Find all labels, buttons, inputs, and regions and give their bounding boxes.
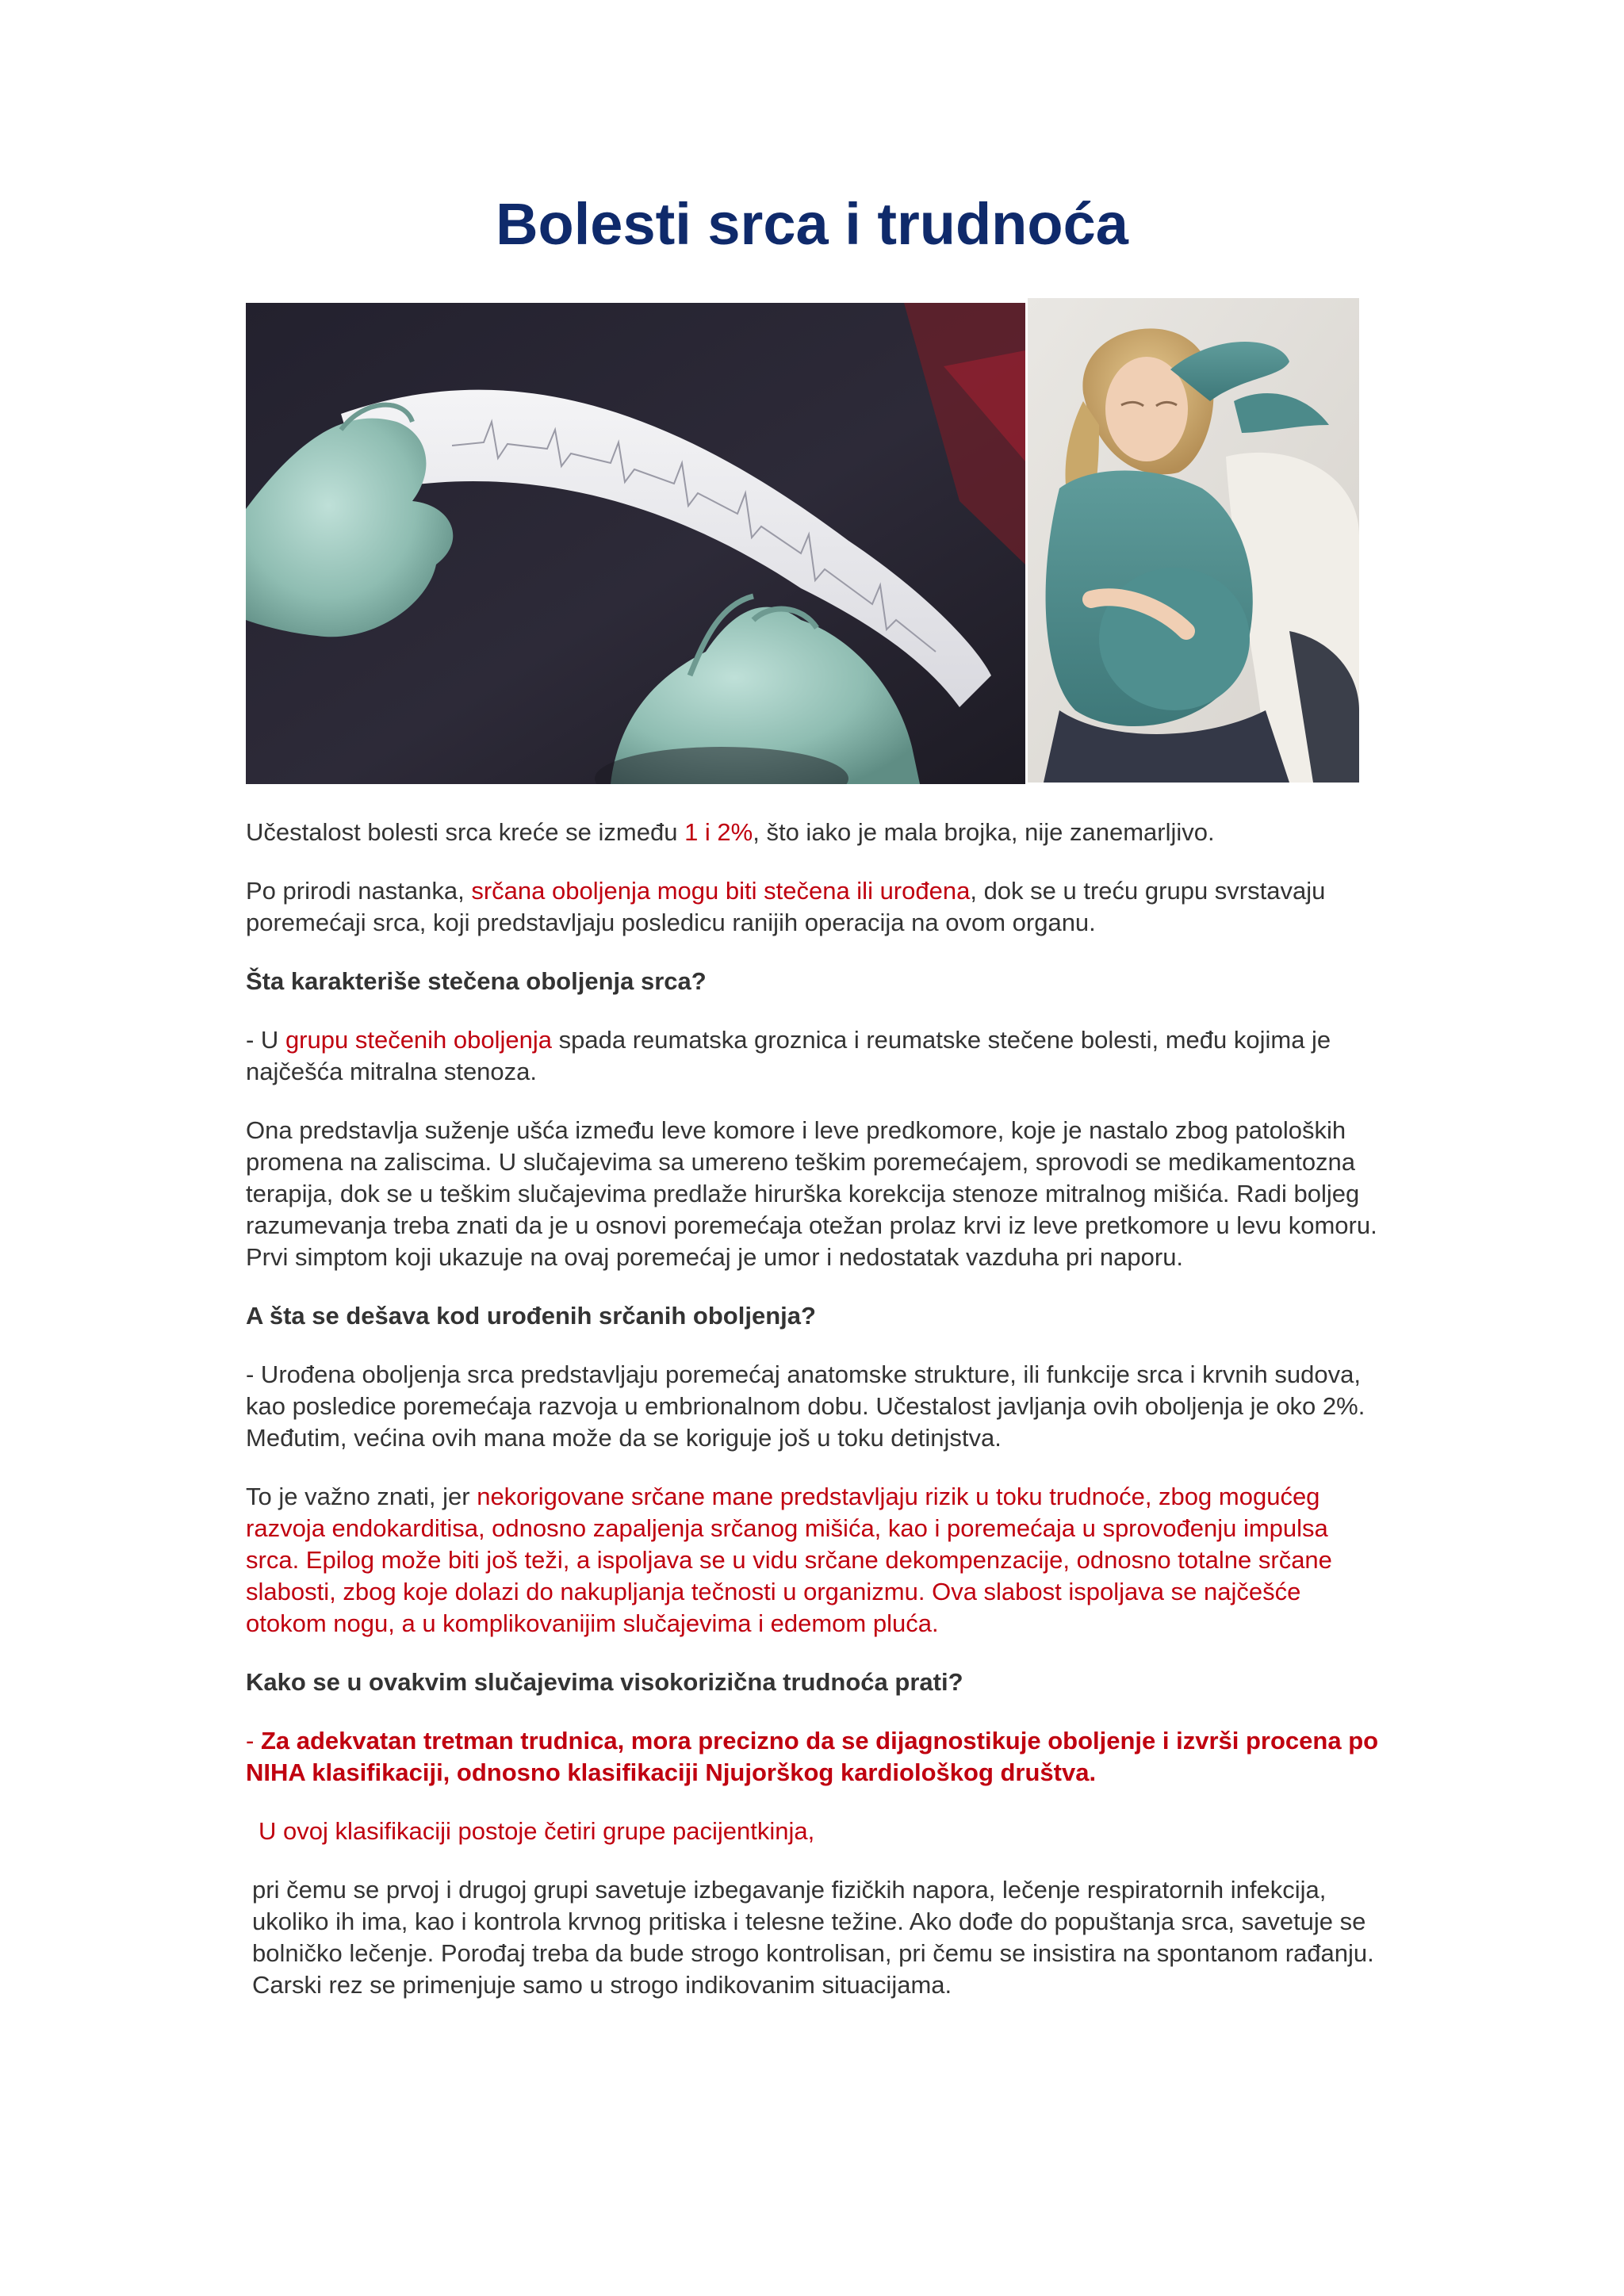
highlight-treatment: Za adekvatan tretman trudnica, mora precizno da se dijagnostikuje oboljenje i izvrši procena po NIHA klasifikaciji, odnosno klasifikaciji Njujorškog kardiološkog društva. bbox=[246, 1727, 1379, 1786]
article-body bbox=[246, 817, 1388, 2028]
highlight-origin: srčana oboljenja mogu biti stečena ili urođena bbox=[471, 877, 971, 905]
pregnant-woman-image bbox=[1028, 298, 1359, 783]
paragraph-congenital: - Urođena oboljenja srca predstavljaju poremećaj anatomske strukture, ili funkcije srca i krvnih sudova, kao posledice poremećaja razvoja u embrionalnom dobu. Učestalost javljanja ovih oboljenja je oko 2%. Međutim, većina ovih mana može da se koriguje još u toku detinjstva. bbox=[246, 1360, 1365, 1452]
paragraph-incidence: Učestalost bolesti srca kreće se između 1 i 2%, što iako je mala brojka, nije zanemarljivo. bbox=[246, 818, 1215, 846]
heading-monitoring: Kako se u ovakvim slučajevima visokorizična trudnoća prati? bbox=[246, 1668, 963, 1696]
paragraph-recommendations: pri čemu se prvoj i drugoj grupi savetuje izbegavanje fizičkih napora, lečenje respiratornih infekcija, ukoliko ih ima, kao i kontrola krvnog pritiska i telesne težine. Ako dođe do popuštanja srca, savetuje se bolničko lečenje. Porođaj treba da bude strogo kontrolisan, pri čemu se insistira na spontanom rađanju. Carski rez se primenjuje samo u strogo indikovanim situacijama. bbox=[252, 1876, 1374, 1999]
paragraph-treatment: - Za adekvatan tretman trudnica, mora precizno da se dijagnostikuje oboljenje i izvrši procena po NIHA klasifikaciji, odnosno klasifikaciji Njujorškog kardiološkog društva. bbox=[246, 1727, 1379, 1786]
heading-acquired: Šta karakteriše stečena oboljenja srca? bbox=[246, 967, 707, 995]
page-title: Bolesti srca i trudnoća bbox=[496, 191, 1128, 257]
highlight-acquired: grupu stečenih oboljenja bbox=[285, 1026, 553, 1054]
highlight-risk: nekorigovane srčane mane predstavljaju rizik u toku trudnoće, zbog mogućeg razvoja endokarditisa, odnosno zapaljenja srčanog mišića, kao i poremećaja u sprovođenju impulsa srca. Epilog može biti još teži, a ispoljava se u vidu srčane dekompenzacije, odnosno totalne srčane slabosti, zbog koje dolazi do nakupljanja tečnosti u organizmu. Ova slabost ispoljava se najčešće otokom nogu, a u komplikovanijim slučajevima i edemom pluća. bbox=[246, 1483, 1332, 1637]
paragraph-classification: U ovoj klasifikaciji postoje četiri grupe pacijentkinja, bbox=[259, 1817, 815, 1845]
paragraph-acquired: - U grupu stečenih oboljenja spada reumatska groznica i reumatske stečene bolesti, među kojima je najčešća mitralna stenoza. bbox=[246, 1026, 1331, 1085]
heading-congenital: A šta se dešava kod urođenih srčanih oboljenja? bbox=[246, 1302, 816, 1330]
paragraph-stenosis: Ona predstavlja suženje ušća između leve komore i leve predkomore, koje je nastalo zbog patoloških promena na zaliscima. U slučajevima sa umereno teškim poremećajem, sprovodi se medikamentozna terapija, dok se u teškim slučajevima predlaže hirurška korekcija stenoze mitralnog mišića. Radi boljeg razumevanja treba znati da je u osnovi poremećaja otežan prolaz krvi iz leve pretkomore u levu komoru. Prvi simptom koji ukazuje na ovaj poremećaj je umor i nedostatak vazduha pri naporu. bbox=[246, 1116, 1377, 1271]
highlight-incidence: 1 i 2% bbox=[684, 818, 753, 846]
paragraph-risk: To je važno znati, jer nekorigovane srčane mane predstavljaju rizik u toku trudnoće, zbog mogućeg razvoja endokarditisa, odnosno zapaljenja srčanog mišića, kao i poremećaja u sprovođenju impulsa srca. Epilog može biti još teži, a ispoljava se u vidu srčane dekompenzacije, odnosno totalne srčane slabosti, zbog koje dolazi do nakupljanja tečnosti u organizmu. Ova slabost ispoljava se najčešće otokom nogu, a u komplikovanijim slučajevima i edemom pluća. bbox=[246, 1483, 1332, 1637]
paragraph-origin: Po prirodi nastanka, srčana oboljenja mogu biti stečena ili urođena, dok se u treću grupu svrstavaju poremećaji srca, koji predstavljaju posledicu ranijih operacija na ovom organu. bbox=[246, 877, 1326, 936]
ecg-strip-image bbox=[246, 303, 1025, 784]
